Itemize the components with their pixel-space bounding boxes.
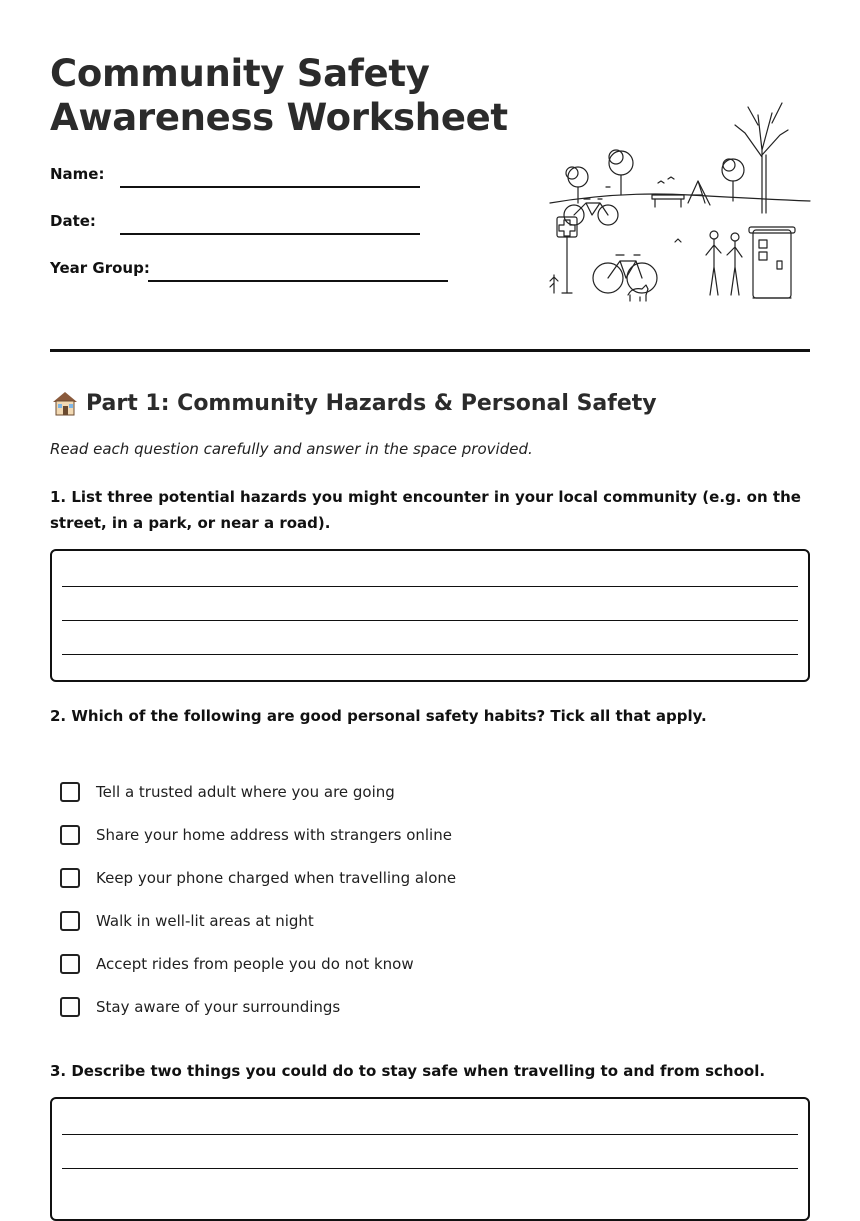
checkbox[interactable] (60, 782, 80, 802)
question-1: 1. List three potential hazards you might encounter in your local community (e.g. on the street, in a park, or near a road). (50, 488, 801, 532)
title-line-2: Awareness Worksheet (50, 96, 508, 139)
name-label: Name: (50, 165, 105, 183)
bicycle-icon (564, 199, 618, 225)
checkbox-option[interactable] (60, 856, 456, 899)
checkbox-option[interactable] (60, 985, 456, 1028)
community-illustration (540, 95, 815, 310)
answer-line (62, 620, 798, 621)
section-title (50, 388, 657, 418)
instructions: Read each question carefully and answer in the space provided. (50, 440, 533, 458)
answer-line (62, 586, 798, 587)
option-label: Keep your phone charged when travelling alone (96, 868, 457, 887)
section-title-text: Part 1: Community Hazards & Personal Safety (86, 390, 657, 416)
phone-box-icon (749, 227, 795, 298)
first-aid-sign-icon (557, 217, 577, 293)
year-group-field[interactable] (148, 280, 448, 282)
checkbox-list (60, 770, 456, 1028)
house-icon (50, 388, 80, 418)
checkbox-option[interactable] (60, 899, 456, 942)
answer-box-1[interactable] (50, 549, 810, 682)
slide-icon (688, 181, 710, 205)
answer-box-3[interactable] (50, 1097, 810, 1221)
option-label: Walk in well-lit areas at night (96, 911, 314, 930)
checkbox[interactable] (60, 868, 80, 888)
answer-line (62, 1134, 798, 1135)
checkbox[interactable] (60, 997, 80, 1017)
name-field[interactable] (120, 186, 420, 188)
answer-line (62, 1168, 798, 1169)
answer-line (62, 654, 798, 655)
checkbox-option[interactable] (60, 813, 456, 856)
date-field[interactable] (120, 233, 420, 235)
option-label: Accept rides from people you do not know (96, 954, 414, 973)
bare-tree-icon (735, 103, 788, 213)
section-divider (50, 349, 810, 352)
people-icon (706, 231, 742, 295)
date-label: Date: (50, 212, 96, 230)
option-label: Tell a trusted adult where you are going (96, 782, 395, 801)
checkbox[interactable] (60, 954, 80, 974)
checkbox[interactable] (60, 911, 80, 931)
checkbox-option[interactable] (60, 770, 456, 813)
question-3: 3. Describe two things you could do to stay safe when travelling to and from school. (50, 1062, 766, 1080)
option-label: Stay aware of your surroundings (96, 997, 341, 1016)
checkbox-option[interactable] (60, 942, 456, 985)
year-group-label: Year Group: (50, 259, 150, 277)
bench-icon (652, 195, 684, 207)
title-line-1: Community Safety (50, 52, 430, 95)
worksheet-title (50, 52, 508, 140)
checkbox[interactable] (60, 825, 80, 845)
option-label: Share your home address with strangers online (96, 825, 452, 844)
question-2: 2. Which of the following are good personal safety habits? Tick all that apply. (50, 707, 707, 725)
